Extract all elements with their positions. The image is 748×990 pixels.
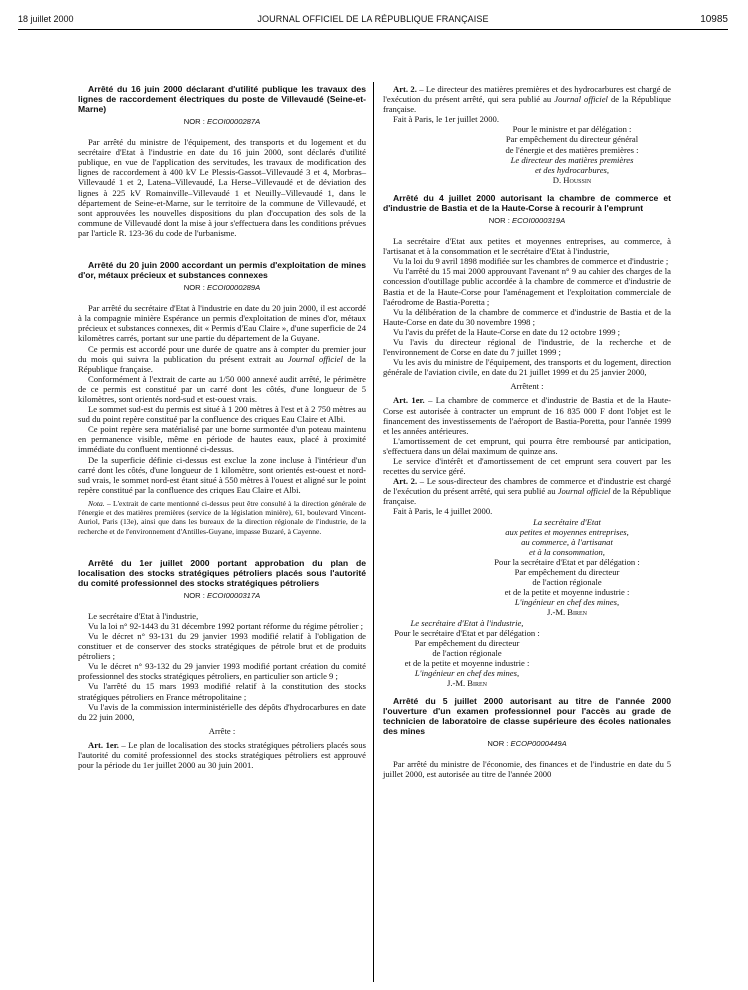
signature-block-secretary-industry: Le secrétaire d'Etat à l'industrie, Pour le secrétaire d'Etat et par délégation : Par empêchement du directeur de l'action régionale et de la petite et moyenne industrie : L'ingénieur en chef des mines, J.-M. Biren bbox=[383, 618, 551, 689]
nor-code: ECOP0000449A bbox=[510, 739, 567, 749]
article-2: Art. 2. – Le directeur des matières premières et des hydrocarbures est chargé de l'exécution du présent arrêté, qui sera publié au Journal officiel de la République française. bbox=[383, 84, 671, 115]
nor-reference: NOR : ECOI0000289A bbox=[183, 283, 261, 293]
article-decree-20-june bbox=[78, 260, 366, 536]
signature-date: Fait à Paris, le 1er juillet 2000. bbox=[393, 114, 499, 125]
paragraph: Vu l'avis du préfet de la Haute-Corse en date du 12 octobre 1999 ; bbox=[393, 326, 621, 337]
paragraph: Par arrêté du secrétaire d'Etat à l'industrie en date du 20 juin 2000, il est accordé à la compagnie minière Espérance un permis d'exploitation de mines d'or, métaux précieux et substances connexes, dit « Permis d'Eau Claire », d'une superficie de 24 kilomètres carrés, portant sur une partie du département de la Guyane. bbox=[78, 303, 366, 344]
paragraph: Vu la délibération de la chambre de commerce et d'industrie de Bastia et de la Haute-Corse en date du 30 novembre 1998 ; bbox=[383, 306, 671, 327]
arrete-heading: Arrête : bbox=[208, 725, 236, 736]
arretent-heading: Arrêtent : bbox=[510, 381, 544, 392]
paragraph: Ce point repère sera matérialisé par une borne surmontée d'un poteau maintenu en permanence visible, même en période de hautes eaux, placé à proximité immédiate du confluent mentionné ci-dessus. bbox=[78, 424, 366, 455]
article-title: Arrêté du 4 juillet 2000 autorisant la chambre de commerce et d'industrie de Bastia et de la Haute-Corse à recourir à l'emprunt bbox=[383, 192, 671, 213]
signatory-name: J.-M. Biren bbox=[546, 607, 588, 618]
article-title: Arrêté du 5 juillet 2000 autorisant au titre de l'année 2000 l'ouverture d'un examen professionnel pour l'accès au grade de technicien de laboratoire de classe supérieure des écoles nationales des mines bbox=[383, 696, 671, 737]
page-header bbox=[18, 14, 728, 30]
signatory-name: D. Houssin bbox=[552, 174, 592, 185]
paragraph: Vu l'arrêté du 15 mai 2000 approuvant l'avenant n° 9 au cahier des charges de la concession d'outillage public accordée à la chambre de commerce et d'industrie de Bastia et de la Haute-Corse pour l'aménagement et l'exploitation commerciale de l'aérodrome de Bastia-Poretta ; bbox=[383, 266, 671, 307]
paragraph: Ce permis est accordé pour une durée de quatre ans à compter du premier jour du mois qui suivra la publication du présent extrait au Journal officiel de la République française. bbox=[78, 343, 366, 374]
paragraph: Le service d'intérêt et d'amortissement de cet emprunt sera couvert par les recettes du service géré. bbox=[383, 456, 671, 477]
article-body: Par arrêté du ministre de l'équipement, des transports et du logement et du secrétaire d'Etat à l'industrie en date du 16 juin 2000, sont déclarés d'utilité publique, en vue de l'application des servitudes, les travaux de modification des lignes de raccordement à 400 kV Le Plessis-Gassot–Villevaudé 3 et 4, Morbras–Villevaudé 1 et 2, Latena–Villevaudé, La Herse–Villevaudé et de déviation des lignes à 225 kV Romainville–Villevaudé 1 et Neuilly–Villevaudé 1, dans le département de Seine-et-Marne, sur le territoire de la commune de Villevaudé, et sont approuvées les nouvelles dispositions du plan d'occupation des sols de la commune de Villevaudé dont la mise à jour s'effectuera dans les conditions prévues par l'article R. 123-36 du code de l'urbanisme. bbox=[78, 137, 366, 238]
article-decree-1-july bbox=[78, 558, 366, 771]
nor-code: ECOI0000287A bbox=[207, 117, 261, 126]
article-title: Arrêté du 20 juin 2000 accordant un permis d'exploitation de mines d'or, métaux précieux et substances connexes bbox=[78, 260, 366, 281]
header-rule bbox=[18, 29, 728, 30]
nor-code: ECOI0000317A bbox=[207, 590, 261, 600]
nor-reference: NOR : ECOI0000319A bbox=[488, 215, 566, 225]
signatory-name: J.-M. Biren bbox=[446, 678, 488, 689]
header-page-number: 10985 bbox=[700, 14, 728, 25]
right-column bbox=[383, 84, 671, 779]
column-divider bbox=[373, 82, 374, 982]
signature-block: Pour le ministre et par délégation : Par empêchement du directeur général de l'énergie et des matières premières : Le directeur des matières premières et des hydrocarbures, D. Houssin bbox=[473, 124, 671, 185]
paragraph: Vu les avis du ministre de l'équipement, des transports et du logement, direction générale de l'aviation civile, en date du 21 juillet 1999 et du 25 janvier 2000, bbox=[383, 357, 671, 378]
paragraph: Vu le décret n° 93-132 du 29 janvier 1993 modifié portant création du comité professionnel des stocks stratégiques pétroliers, en particulier son article 9 ; bbox=[78, 661, 366, 682]
article-decree-4-july bbox=[383, 193, 671, 688]
article-title: Arrêté du 1er juillet 2000 portant approbation du plan de localisation des stocks stratégiques pétroliers placés sous l'autorité du comité professionnel des stocks stratégiques pétroliers bbox=[78, 557, 366, 588]
paragraph: Vu l'avis de la commission interministérielle des dépôts d'hydrocarbures en date du 22 juin 2000, bbox=[78, 701, 366, 722]
nor-reference: NOR : ECOP0000449A bbox=[487, 739, 567, 749]
header-date: 18 juillet 2000 bbox=[18, 14, 74, 24]
article-1: Art. 1er. – Le plan de localisation des stocks stratégiques pétroliers placés sous l'autorité du comité professionnel des stocks stratégiques pétroliers est approuvé pour la période du 1er juillet 2000 au 30 juin 2001. bbox=[78, 739, 366, 771]
nor-reference: NOR : ECOI0000287A bbox=[183, 117, 261, 126]
paragraph: Conformément à l'extrait de carte au 1/50 000 annexé audit arrêté, le périmètre de ce permis est constitué par un carré dont les côtés, d'une longueur de 5 kilomètres, sont orientés nord-sud et est-ouest vrais. bbox=[78, 373, 366, 404]
article-2: Art. 2. – Le sous-directeur des chambres de commerce et d'industrie est chargé de l'exécution du présent arrêté, qui sera publié au Journal officiel de la République française. bbox=[383, 476, 671, 507]
signature-block-secretary-commerce: La secrétaire d'Etat aux petites et moyennes entreprises, au commerce, à l'artisanat et à la consommation, Pour la secrétaire d'Etat et par délégation : Par empêchement du directeur de l'action régionale et de la petite et moyenne industrie : L'ingénieur en chef des mines, J.-M. Biren bbox=[463, 517, 671, 618]
header-journal-title: JOURNAL OFFICIEL DE LA RÉPUBLIQUE FRANÇAISE bbox=[257, 14, 489, 24]
article-decree-16-june bbox=[78, 84, 366, 238]
paragraph: Vu l'avis du directeur régional de l'industrie, de la recherche et de l'environnement de Corse en date du 7 juillet 1999 ; bbox=[383, 336, 671, 358]
article-body: Par arrêté du ministre de l'économie, des finances et de l'industrie en date du 5 juillet 2000, est autorisée au titre de l'année 2000 bbox=[383, 759, 671, 780]
paragraph: De la superficie définie ci-dessus est exclue la zone incluse à l'intérieur d'un carré dont les côtés, d'une longueur de 1 kilomètre, sont orientés est-ouest et nord-sud vrais, le sommet nord-est étant situé à 550 mètres à l'ouest et aligné sur le point repère constitué par la confluence des criques Eau Claire et Albi. bbox=[78, 454, 366, 495]
footnote: Nota. – L'extrait de carte mentionné ci-dessus peut être consulté à la direction générale de l'énergie et des matières premières (service de la législation minière), 61, boulevard Vincent-Auriol, Paris (13e), ainsi que dans les bureaux de la direction régionale de l'industrie, de la recherche et de l'environnement d'Antilles-Guyane, impasse Buzaré, à Cayenne. bbox=[78, 498, 366, 536]
nor-code: ECOI0000319A bbox=[512, 215, 566, 225]
paragraph: Vu la loi n° 92-1443 du 31 décembre 1992 portant réforme du régime pétrolier ; bbox=[88, 620, 363, 631]
paragraph: La secrétaire d'Etat aux petites et moyennes entreprises, au commerce, à l'artisanat et à la consommation et le secrétaire d'Etat à l'industrie, bbox=[383, 236, 671, 257]
article-1: Art. 1er. – La chambre de commerce et d'industrie de Bastia et de la Haute-Corse est autorisée à contracter un emprunt de 16 835 000 F dont l'objet est le financement des investissements de l'aéroport de Bastia-Poretta, pour l'année 1999 et les années antérieures. bbox=[383, 395, 671, 436]
left-column bbox=[78, 84, 366, 770]
article-decree-5-july bbox=[383, 696, 671, 779]
paragraph: Le sommet sud-est du permis est situé à 1 200 mètres à l'est et à 2 750 mètres au sud du point repère constitué par la confluence des criques Eau Claire et Albi. bbox=[78, 404, 366, 425]
nor-code: ECOI0000289A bbox=[207, 283, 261, 293]
paragraph: Le secrétaire d'Etat à l'industrie, bbox=[88, 610, 199, 621]
paragraph: Vu la loi du 9 avril 1898 modifiée sur les chambres de commerce et d'industrie ; bbox=[393, 256, 669, 267]
nor-reference: NOR : ECOI0000317A bbox=[183, 590, 261, 600]
paragraph: L'amortissement de cet emprunt, qui pourra être remboursé par anticipation, s'effectuera dans un délai maximum de quinze ans. bbox=[383, 435, 671, 456]
signature-date: Fait à Paris, le 4 juillet 2000. bbox=[393, 506, 493, 517]
article-decree-1-july-continued bbox=[383, 84, 671, 185]
paragraph: Vu le décret n° 93-131 du 29 janvier 1993 modifié relatif à l'obligation de constituer et de conserver des stocks stratégiques de pétrole brut et de produits pétroliers ; bbox=[78, 631, 366, 662]
article-title: Arrêté du 16 juin 2000 déclarant d'utilité publique les travaux des lignes de raccordement électriques du poste de Villevaudé (Seine-et-Marne) bbox=[78, 84, 366, 114]
paragraph: Vu l'arrêté du 15 mars 1993 modifié relatif à la constitution des stocks stratégiques pétroliers en France métropolitaine ; bbox=[78, 681, 366, 702]
